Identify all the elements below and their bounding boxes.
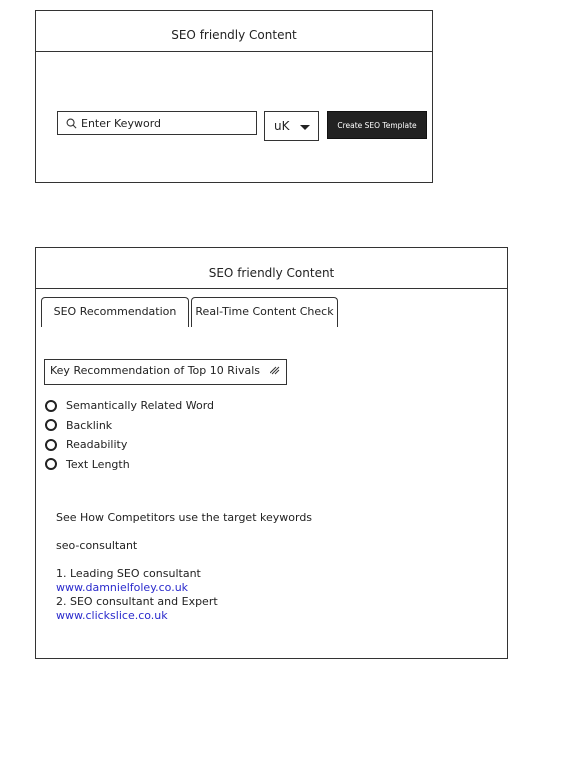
radio-button[interactable] — [45, 419, 57, 431]
result-title: 2. SEO consultant and Expert — [56, 595, 218, 608]
radio-button[interactable] — [45, 400, 57, 412]
radio-button[interactable] — [45, 458, 57, 470]
result-link[interactable]: www.clickslice.co.uk — [56, 609, 168, 622]
search-panel — [35, 10, 433, 183]
recommendation-title: Key Recommendation of Top 10 Rivals — [50, 364, 260, 377]
search-panel-title: SEO friendly Content — [36, 11, 432, 52]
resize-grip-icon — [270, 365, 280, 375]
country-select-value: uK — [274, 119, 290, 133]
radio-label: Semantically Related Word — [66, 399, 215, 413]
create-seo-template-button[interactable]: Create SEO Template — [327, 111, 427, 139]
radio-label: Text Length — [66, 457, 130, 471]
content-panel-title: SEO friendly Content — [36, 248, 507, 289]
chevron-down-icon — [300, 125, 310, 130]
keyword-search-field[interactable] — [57, 111, 257, 135]
result-link[interactable]: www.damnielfoley.co.uk — [56, 581, 189, 594]
competitors-heading: See How Competitors use the target keywords — [56, 511, 313, 524]
radio-button[interactable] — [45, 439, 57, 451]
radio-backlink[interactable] — [45, 416, 214, 436]
tab-real-time-content-check[interactable]: Real-Time Content Check — [191, 297, 338, 327]
keyword-input[interactable] — [81, 117, 241, 130]
country-select[interactable] — [264, 111, 319, 141]
tab-seo-recommendation[interactable]: SEO Recommendation — [41, 297, 189, 327]
radio-readability[interactable] — [45, 435, 214, 455]
radio-label: Readability — [66, 438, 128, 452]
target-keyword: seo-consultant — [56, 539, 138, 552]
radio-semantically-related-word[interactable] — [45, 396, 214, 416]
radio-text-length[interactable] — [45, 455, 214, 475]
content-panel — [35, 247, 508, 659]
radio-label: Backlink — [66, 418, 113, 432]
search-icon — [66, 118, 77, 129]
recommendation-options — [45, 396, 214, 474]
result-title: 1. Leading SEO consultant — [56, 567, 201, 580]
recommendation-header — [44, 359, 287, 385]
